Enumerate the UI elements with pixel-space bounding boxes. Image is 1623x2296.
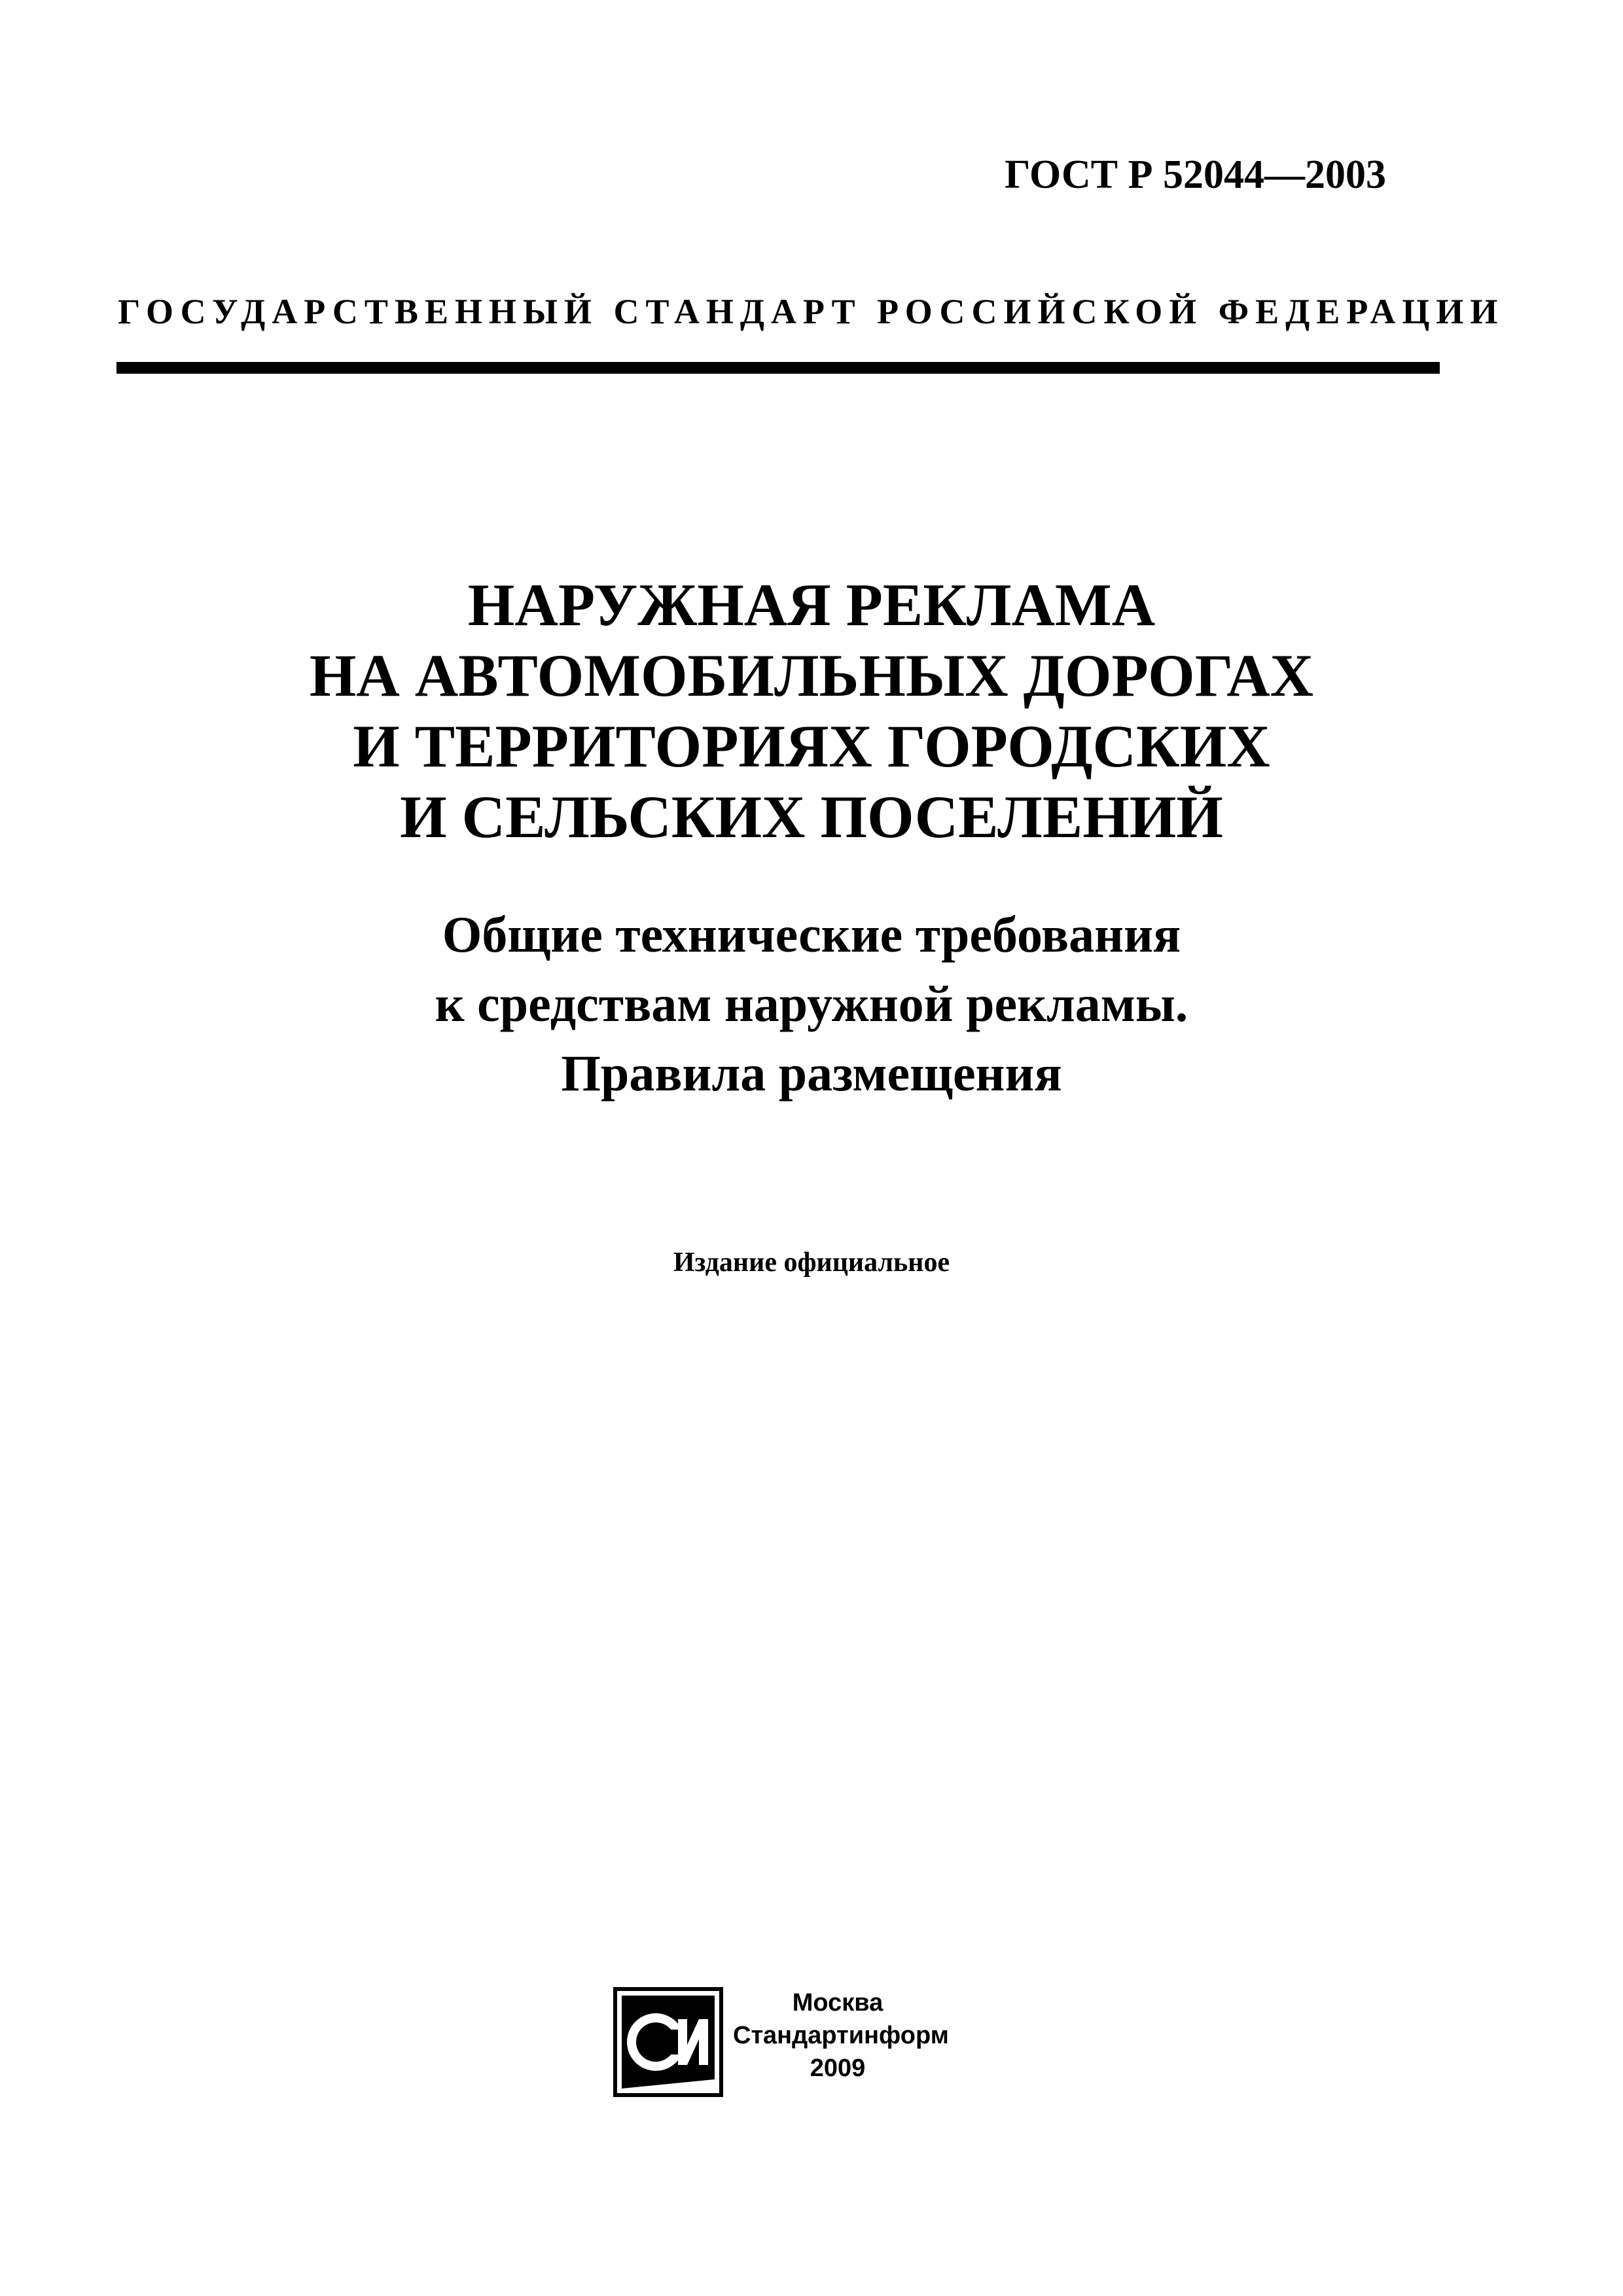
standartinform-logo-icon bbox=[613, 1986, 724, 2098]
main-title-line: НА АВТОМОБИЛЬНЫХ ДОРОГАХ bbox=[309, 642, 1314, 709]
header-divider bbox=[116, 362, 1440, 374]
publisher-city: Москва bbox=[792, 1989, 883, 2017]
publisher-block bbox=[733, 1986, 949, 2085]
publisher-name: Стандартинформ bbox=[733, 2022, 949, 2049]
edition-label: Издание официальное bbox=[673, 1247, 950, 1278]
main-title-line: И СЕЛЬСКИХ ПОСЕЛЕНИЙ bbox=[400, 783, 1223, 850]
main-title bbox=[157, 569, 1466, 852]
main-title-line: НАРУЖНАЯ РЕКЛАМА bbox=[467, 571, 1156, 638]
main-title-line: И ТЕРРИТОРИЯХ ГОРОДСКИХ bbox=[353, 713, 1270, 780]
subtitle-line: к средствам наружной рекламы. bbox=[435, 975, 1188, 1032]
document-number: ГОСТ Р 52044—2003 bbox=[1005, 152, 1386, 197]
subtitle-line: Правила размещения bbox=[561, 1045, 1062, 1102]
subtitle-line: Общие технические требования bbox=[442, 906, 1181, 963]
subtitle bbox=[157, 900, 1466, 1108]
publisher-year: 2009 bbox=[810, 2054, 866, 2082]
state-standard-heading: ГОСУДАРСТВЕННЫЙ СТАНДАРТ РОССИЙСКОЙ ФЕДЕРАЦИИ bbox=[118, 292, 1505, 331]
